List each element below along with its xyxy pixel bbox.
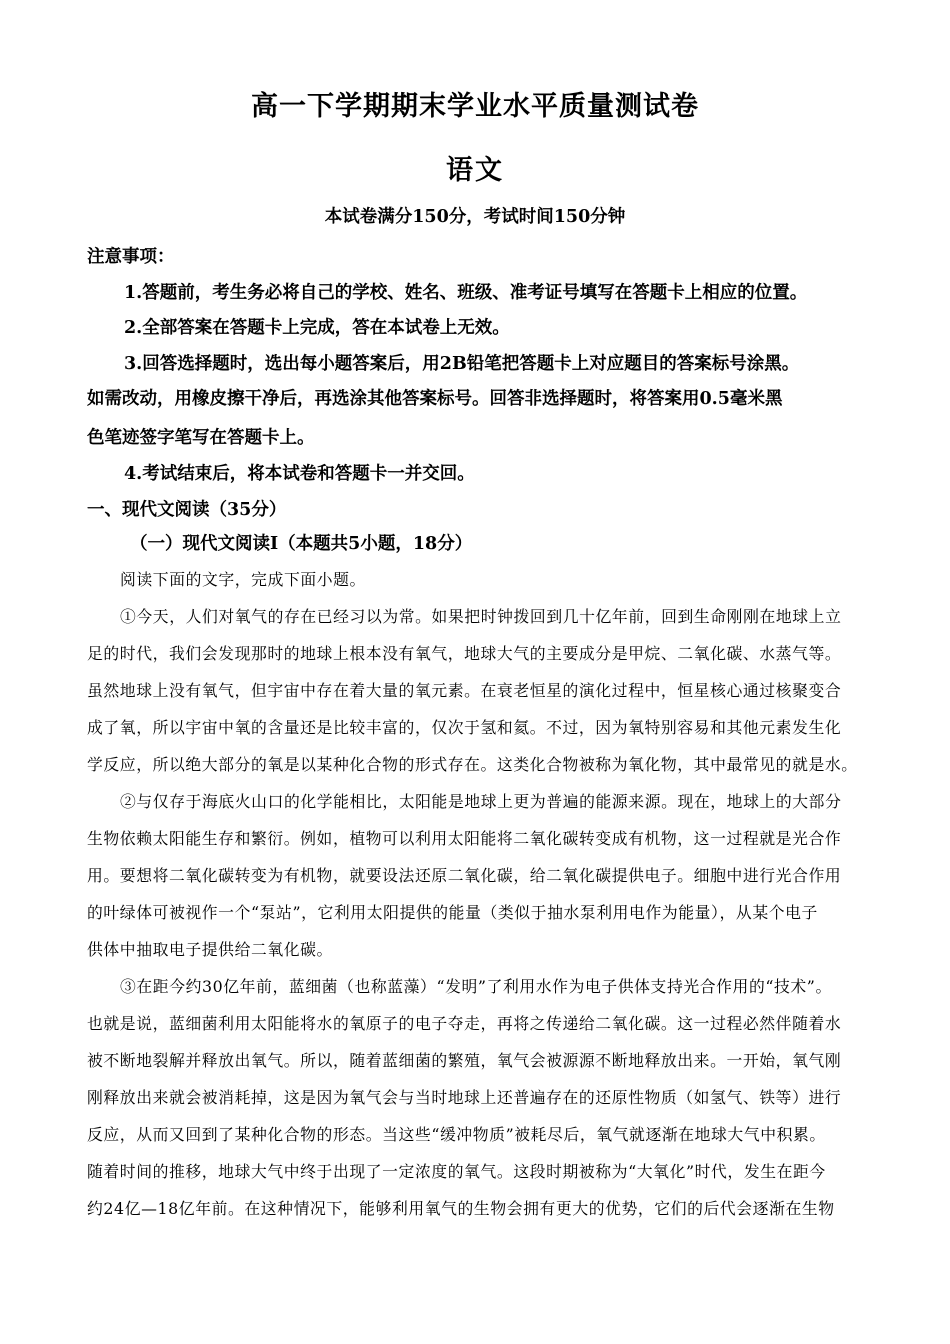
instruction-text: 阅读下面的文字，完成下面小题。	[120, 570, 366, 589]
passage-line: 被不断地裂解并释放出氧气。所以，随着蓝细菌的繁殖，氧气会被源源不断地释放出来。一开始，氧气刚	[87, 1051, 842, 1070]
passage-line: 也就是说，蓝细菌利用太阳能将水的氧原子的电子夺走，再将之传递给二氧化碳。这一过程必然伴随着水	[87, 1014, 842, 1033]
note-line: 1.答题前，考生务必将自己的学校、姓名、班级、准考证号填写在答题卡上相应的位置。	[124, 283, 808, 303]
note-line: 3.回答选择题时，选出每小题答案后，用2B铅笔把答题卡上对应题目的答案标号涂黑。	[124, 354, 800, 374]
passage-line: 生物依赖太阳能生存和繁衍。例如，植物可以利用太阳能将二氧化碳转变成有机物，这一过程就是光合作	[87, 829, 842, 848]
section-subheading: （一）现代文阅读Ⅰ（本题共5小题，18分）	[130, 534, 473, 554]
passage-line: 随着时间的推移，地球大气中终于出现了一定浓度的氧气。这段时期被称为“大氧化”时代，发生在距今	[87, 1162, 826, 1181]
subject-title: 语文	[446, 155, 504, 186]
passage-line: ①今天，人们对氧气的存在已经习以为常。如果把时钟拨回到几十亿年前，回到生命刚刚在地球上立	[120, 607, 842, 626]
passage-line: 成了氧，所以宇宙中氧的含量还是比较丰富的，仅次于氢和氦。不过，因为氧特别容易和其他元素发生化	[87, 718, 842, 737]
passage-line: 用。要想将二氧化碳转变为有机物，就要设法还原二氧化碳，给二氧化碳提供电子。细胞中进行光合作用	[87, 866, 842, 885]
note-line: 如需改动，用橡皮擦干净后，再选涂其他答案标号。回答非选择题时，将答案用0.5毫米黑	[87, 389, 783, 409]
passage-line: ②与仅存于海底火山口的化学能相比，太阳能是地球上更为普遍的能源来源。现在，地球上的大部分	[120, 792, 842, 811]
passage-line: 供体中抽取电子提供给二氧化碳。	[87, 940, 333, 959]
passage-line: 学反应，所以绝大部分的氧是以某种化合物的形式存在。这类化合物被称为氧化物，其中最常见的就是水。	[87, 755, 858, 774]
score-info: 本试卷满分150分，考试时间150分钟	[324, 207, 626, 227]
note-line: 4.考试结束后，将本试卷和答题卡一并交回。	[124, 464, 475, 484]
passage-line: 刚释放出来就会被消耗掉，这是因为氧气会与当时地球上还普遍存在的还原性物质（如氢气、铁等）进行	[87, 1088, 842, 1107]
note-line: 2.全部答案在答题卡上完成，答在本试卷上无效。	[124, 318, 510, 338]
passage-line: ③在距今约30亿年前，蓝细菌（也称蓝藻）“发明”了利用水作为电子供体支持光合作用的“技术”。	[120, 977, 832, 996]
passage-line: 的叶绿体可被视作一个“泵站”，它利用太阳提供的能量（类似于抽水泵利用电作为能量），从某个电子	[87, 903, 818, 922]
note-line: 色笔迹签字笔写在答题卡上。	[87, 428, 315, 448]
section-heading: 一、现代文阅读（35分）	[87, 500, 287, 520]
notes-heading: 注意事项：	[87, 247, 175, 267]
passage-line: 虽然地球上没有氧气，但宇宙中存在着大量的氧元素。在衰老恒星的演化过程中，恒星核心通过核聚变合	[87, 681, 842, 700]
exam-title: 高一下学期期末学业水平质量测试卷	[251, 91, 699, 122]
passage-line: 足的时代，我们会发现那时的地球上根本没有氧气，地球大气的主要成分是甲烷、二氧化碳、水蒸气等。	[87, 644, 842, 663]
passage-line: 约24亿—18亿年前。在这种情况下，能够利用氧气的生物会拥有更大的优势，它们的后代会逐渐在生物	[87, 1199, 835, 1218]
passage-line: 反应，从而又回到了某种化合物的形态。当这些“缓冲物质”被耗尽后，氧气就逐渐在地球大气中积累。	[87, 1125, 826, 1144]
